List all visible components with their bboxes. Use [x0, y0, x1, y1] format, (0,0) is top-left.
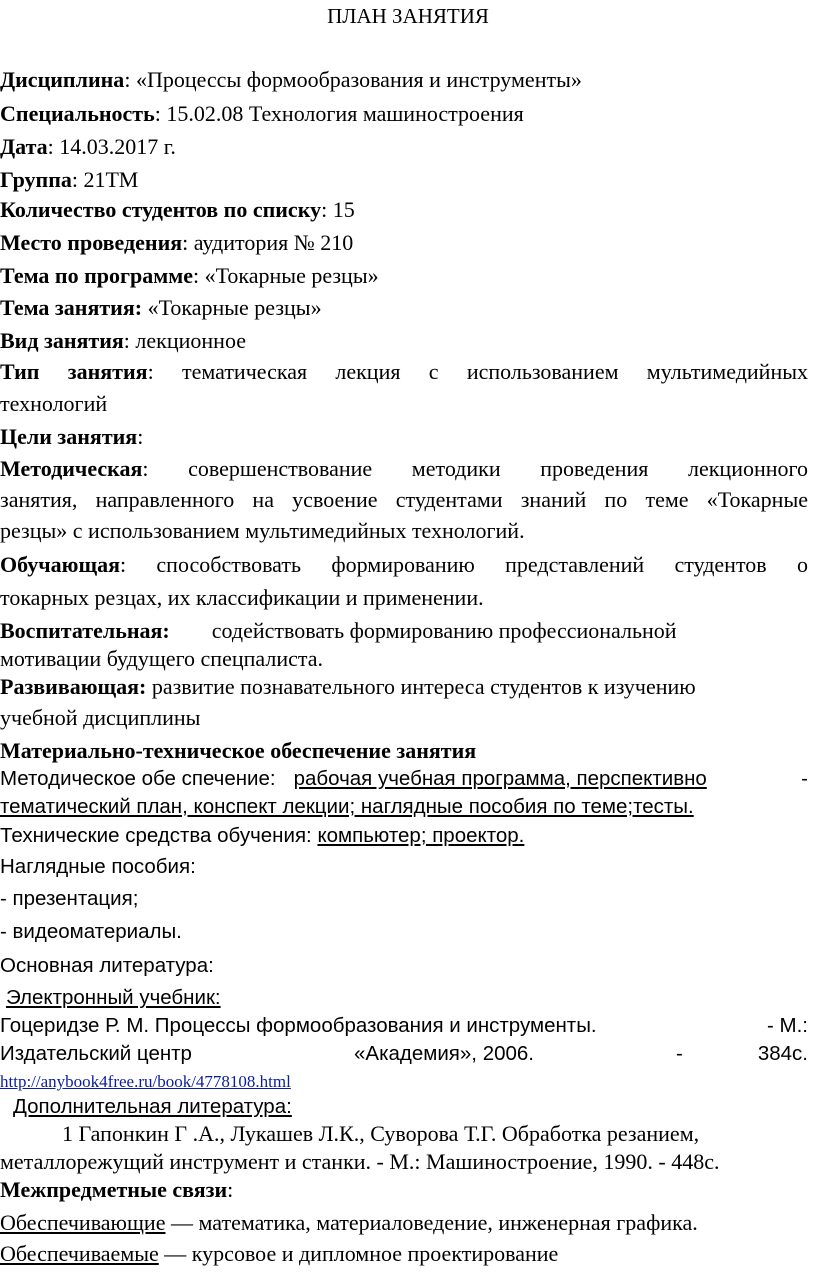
materials-value: рабочая учебная программа, перспективно — [293, 767, 707, 790]
goal-teaching-line2: токарных резцах, их классификации и применении. — [0, 585, 484, 610]
field-sep: : — [321, 197, 333, 222]
links-provided — [0, 1240, 808, 1268]
links-label: Обеспечивающие — [0, 1210, 166, 1235]
literature-main-entry-line2 — [0, 1040, 808, 1068]
field-value: 14.03.2017 г. — [59, 134, 176, 159]
field-sep: : — [123, 328, 136, 353]
links-value: — математика, материаловедение, инженерная графика. — [165, 1210, 698, 1235]
entry-publisher: Издательский центр — [0, 1042, 192, 1065]
goal-educational — [0, 617, 808, 645]
field-sep: : — [47, 134, 60, 159]
field-sep: : — [192, 263, 205, 288]
literature-link-row — [0, 1066, 808, 1096]
materials-value: компьютер; проектор. — [317, 824, 525, 847]
entry-pages: 384с. — [757, 1042, 808, 1065]
goal-methodical-line3: резцы» с использованием мультимедийных технологий. — [0, 518, 525, 543]
field-lesson-kind — [0, 327, 808, 355]
field-label: Тема занятия: — [0, 295, 143, 320]
field-label: Вид занятия — [0, 328, 124, 353]
field-label: Количество студентов по списку — [0, 197, 322, 222]
field-value: 15.02.08 Технология машиностроения — [166, 101, 524, 126]
goal-text: развитие познавательного интереса студентов к изучению — [151, 674, 696, 699]
field-label: Группа — [0, 167, 72, 192]
materials-methodical — [0, 765, 808, 793]
materials-value: тематический план, конспект лекции; наглядные пособия по теме;тесты. — [0, 795, 694, 818]
entry-dash: - — [676, 1042, 683, 1065]
goal-developing-line2: учебной дисциплины — [0, 705, 201, 730]
field-value: : тематическая лекция с использованием мультимедийных — [147, 359, 808, 384]
ebook-label-text: Электронный учебник: — [6, 986, 221, 1009]
goal-teaching — [0, 551, 808, 579]
links-value: — курсовое и дипломное проектирование — [158, 1241, 559, 1266]
field-sep: : — [124, 67, 136, 92]
materials-visual-label: Наглядные пособия: — [0, 855, 196, 878]
materials-dash: - — [801, 767, 808, 790]
goals-heading-label: Цели занятия — [0, 424, 138, 449]
page-title: ПЛАН ЗАНЯТИЯ — [327, 4, 489, 28]
entry-publisher-prefix: - М.: — [767, 1014, 808, 1037]
materials-label: Методическое обе спечение: — [0, 767, 276, 790]
goal-label: Развивающая: — [0, 674, 147, 699]
goals-heading — [0, 423, 808, 451]
links-heading-label: Межпредметные связи — [0, 1177, 228, 1202]
materials-visual-item: - видеоматериалы. — [0, 920, 182, 943]
field-lesson-type — [0, 358, 808, 386]
field-label: Место проведения — [0, 230, 183, 255]
field-label: Дата — [0, 134, 48, 159]
field-discipline — [0, 66, 808, 94]
goal-label: Воспитательная: — [0, 618, 170, 643]
field-label: Специальность — [0, 101, 155, 126]
materials-heading: Материально-техническое обеспечение занятия — [0, 738, 477, 763]
field-student-count — [0, 196, 808, 224]
field-value: «Процессы формообразования и инструменты» — [135, 67, 582, 92]
field-value: «Токарные резцы» — [204, 263, 379, 288]
entry-publisher-name: «Академия», 2006. — [354, 1042, 534, 1065]
field-label: Дисциплина — [0, 67, 125, 92]
literature-main-entry — [0, 1012, 808, 1040]
field-label: Тип занятия — [0, 359, 148, 384]
links-label: Обеспечиваемые — [0, 1241, 159, 1266]
goal-text: : способствовать формированию представлений студентов о — [119, 552, 808, 577]
literature-extra-label — [13, 1093, 816, 1121]
goal-text: содействовать формированию профессиональной — [211, 618, 677, 643]
materials-label: Технические средства обучения: — [0, 824, 312, 847]
field-value: «Токарные резцы» — [147, 295, 322, 320]
field-lesson-topic — [0, 294, 808, 322]
field-value: лекционное — [135, 328, 246, 353]
field-value: 21ТМ — [83, 167, 139, 192]
literature-extra-entry: 1 Гапонкин Г .А., Лукашев Л.К., Суворова Т.Г. Обработка резанием, — [62, 1121, 700, 1146]
ebook-link[interactable]: http://anybook4free.ru/book/4778108.html — [0, 1072, 291, 1091]
literature-main-label: Основная литература: — [0, 954, 214, 977]
field-program-topic — [0, 262, 808, 290]
goal-methodical — [0, 455, 808, 483]
literature-ebook-label — [6, 984, 814, 1012]
materials-visual-item: - презентация; — [0, 887, 139, 910]
links-heading-sep: : — [227, 1177, 234, 1202]
extra-label-text: Дополнительная литература: — [13, 1095, 292, 1118]
field-lesson-type-cont: технологий — [0, 391, 108, 416]
goal-label: Методическая — [0, 456, 143, 481]
links-providing — [0, 1209, 808, 1237]
field-date — [0, 133, 808, 161]
goal-developing — [0, 673, 808, 701]
links-heading — [0, 1176, 808, 1204]
field-sep: : — [71, 167, 84, 192]
field-group — [0, 166, 808, 194]
field-sep: : — [182, 230, 194, 255]
goal-methodical-line2: занятия, направленного на усвоение студентами знаний по теме «Токарные — [0, 487, 808, 512]
materials-methodical-line2 — [0, 793, 808, 821]
goal-educational-line2: мотивации будущего спецпалиста. — [0, 646, 324, 671]
goal-text: : совершенствование методики проведения лекционного — [142, 456, 808, 481]
entry-text: Гоцеридзе Р. М. Процессы формообразования и инструменты. — [0, 1014, 597, 1037]
field-value: аудитория № 210 — [193, 230, 354, 255]
field-location — [0, 229, 808, 257]
goals-heading-sep: : — [137, 424, 144, 449]
field-sep: : — [154, 101, 167, 126]
field-label: Тема по программе — [0, 263, 193, 288]
field-value: 15 — [332, 197, 355, 222]
goal-label: Обучающая — [0, 552, 120, 577]
field-specialty — [0, 100, 808, 128]
materials-technical — [0, 822, 808, 850]
literature-extra-entry-line2: металлорежущий инструмент и станки. - М.: Машиностроение, 1990. - 448с. — [0, 1149, 720, 1174]
